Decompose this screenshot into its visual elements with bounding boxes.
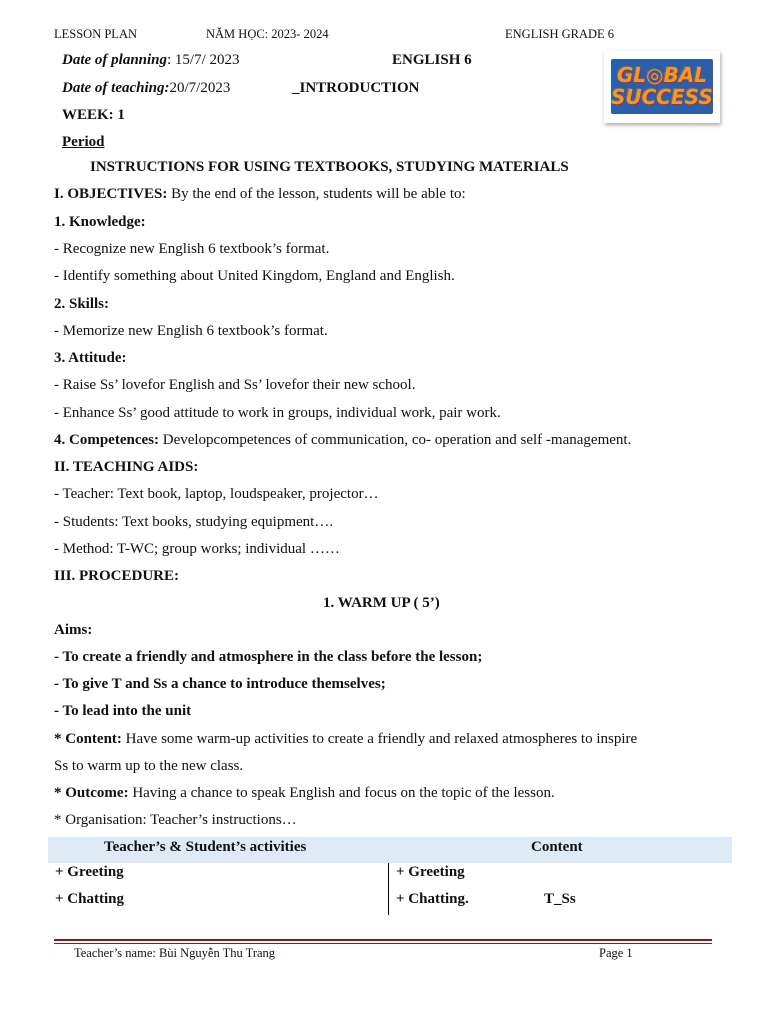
teaching-aids-heading: II. TEACHING AIDS: bbox=[54, 459, 199, 475]
table-cell-activity: + Greeting bbox=[55, 864, 124, 880]
teaching-label: Date of teaching: bbox=[62, 80, 170, 96]
content-line bbox=[54, 731, 637, 748]
col-content-header: Content bbox=[531, 839, 583, 855]
planning-label: Date of planning bbox=[62, 52, 168, 68]
logo-line-1: GL◎BAL bbox=[616, 63, 708, 87]
outcome-label: * Outcome: bbox=[54, 785, 129, 801]
aids-item: - Method: T-WC; group works; individual …… bbox=[54, 541, 340, 557]
organisation-line: * Organisation: Teacher’s instructions… bbox=[54, 812, 297, 828]
content-line-2: Ss to warm up to the new class. bbox=[54, 758, 244, 774]
knowledge-item: - Recognize new English 6 textbook’s format. bbox=[54, 241, 330, 257]
attitude-item: - Enhance Ss’ good attitude to work in groups, individual work, pair work. bbox=[54, 405, 501, 421]
procedure-heading: III. PROCEDURE: bbox=[54, 568, 180, 584]
table-cell-content: + Chatting. bbox=[396, 891, 469, 907]
skills-item: - Memorize new English 6 textbook’s format. bbox=[54, 323, 328, 339]
week-label: WEEK: 1 bbox=[62, 107, 125, 123]
outcome-line bbox=[54, 785, 555, 802]
objectives bbox=[54, 186, 466, 203]
footer-teacher-name: Teacher’s name: Bùi Nguyễn Thu Trang bbox=[74, 946, 276, 960]
attitude-heading: 3. Attitude: bbox=[54, 350, 127, 366]
table-cell-activity: + Chatting bbox=[55, 891, 124, 907]
aim-item: - To create a friendly and atmosphere in the class before the lesson; bbox=[54, 649, 483, 665]
competences bbox=[54, 432, 631, 449]
aids-item: - Students: Text books, studying equipment…. bbox=[54, 514, 334, 530]
header-school-year: NĂM HỌC: 2023- 2024 bbox=[206, 27, 329, 41]
content-text: Have some warm-up activities to create a friendly and relaxed atmospheres to inspire bbox=[121, 731, 638, 747]
planning-value: : 15/7/ 2023 bbox=[167, 52, 240, 68]
footer-page-number: Page 1 bbox=[599, 946, 633, 960]
table-cell-interaction: T_Ss bbox=[544, 891, 576, 907]
subject-title: ENGLISH 6 bbox=[392, 52, 472, 68]
aims-label: Aims: bbox=[54, 622, 93, 638]
outcome-text: Having a chance to speak English and focus on the topic of the lesson. bbox=[128, 785, 555, 801]
objectives-text: By the end of the lesson, students will be able to: bbox=[167, 186, 466, 202]
table-column-divider bbox=[388, 863, 389, 915]
date-of-teaching bbox=[62, 80, 230, 97]
content-label: * Content: bbox=[54, 731, 122, 747]
col-activities-header: Teacher’s & Student’s activities bbox=[104, 839, 307, 855]
attitude-item: - Raise Ss’ lovefor English and Ss’ lovefor their new school. bbox=[54, 377, 416, 393]
footer-rule bbox=[54, 939, 712, 941]
date-of-planning bbox=[62, 52, 240, 69]
logo-line-2: SUCCESS bbox=[611, 85, 713, 109]
warmup-heading: 1. WARM UP ( 5’) bbox=[323, 595, 440, 611]
aim-item: - To give T and Ss a chance to introduce themselves; bbox=[54, 676, 386, 692]
activity-table-header bbox=[48, 837, 732, 863]
competences-text: Developcompetences of communication, co- operation and self -management. bbox=[158, 432, 632, 448]
teaching-value: 20/7/2023 bbox=[169, 80, 231, 96]
knowledge-item: - Identify something about United Kingdom, England and English. bbox=[54, 268, 455, 284]
table-cell-content: + Greeting bbox=[396, 864, 465, 880]
objectives-label: I. OBJECTIVES: bbox=[54, 186, 168, 202]
skills-heading: 2. Skills: bbox=[54, 296, 110, 312]
competences-label: 4. Competences: bbox=[54, 432, 159, 448]
unit-title: _INTRODUCTION bbox=[292, 80, 420, 96]
footer-rule-thin bbox=[54, 943, 712, 944]
knowledge-heading: 1. Knowledge: bbox=[54, 214, 146, 230]
header-grade: ENGLISH GRADE 6 bbox=[505, 27, 615, 41]
period-label: Period bbox=[62, 134, 105, 150]
header-lesson-plan: LESSON PLAN bbox=[54, 27, 137, 41]
aim-item: - To lead into the unit bbox=[54, 703, 192, 719]
global-success-logo bbox=[604, 51, 720, 123]
lesson-title: INSTRUCTIONS FOR USING TEXTBOOKS, STUDYING MATERIALS bbox=[90, 159, 569, 175]
aids-item: - Teacher: Text book, laptop, loudspeaker, projector… bbox=[54, 486, 379, 502]
